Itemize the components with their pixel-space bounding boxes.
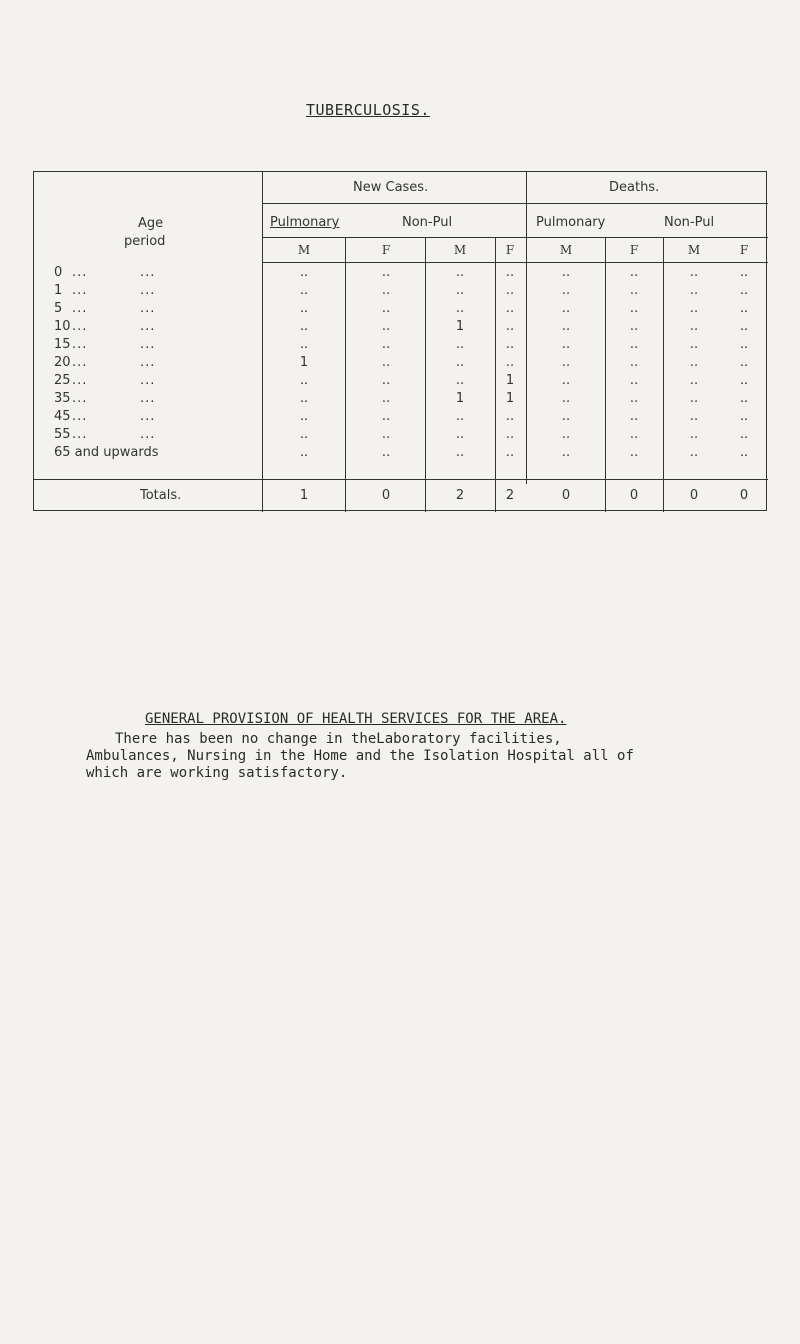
table-cell: ..	[739, 265, 749, 280]
table-cell: ..	[561, 391, 571, 406]
table-cell: ..	[505, 265, 515, 280]
age-value: 1	[54, 283, 63, 298]
table-cell: 1	[455, 319, 465, 334]
sex-label: M	[687, 243, 701, 257]
subheader-non-pul: Non-Pul	[402, 215, 453, 230]
table-cell: ..	[561, 445, 571, 460]
table-cell: ..	[689, 427, 699, 442]
age-value: 45	[54, 409, 71, 424]
table-cell: ..	[455, 445, 465, 460]
age-value: 5	[54, 301, 63, 316]
sex-label: M	[453, 243, 467, 257]
table-cell: ..	[739, 427, 749, 442]
table-cell: ..	[689, 445, 699, 460]
table-cell: 1	[299, 355, 309, 370]
row-divider	[262, 262, 768, 263]
table-cell: ..	[629, 319, 639, 334]
age-value: 35	[54, 391, 71, 406]
age-period-label	[54, 265, 156, 280]
table-cell: ..	[381, 355, 391, 370]
table-cell: ..	[561, 355, 571, 370]
leader-dots: ...	[72, 355, 88, 370]
leader-dots: ...	[140, 337, 156, 352]
table-cell: ..	[381, 319, 391, 334]
age-value: 0	[54, 265, 63, 280]
leader-dots: ...	[72, 409, 88, 424]
age-period-label	[54, 391, 156, 406]
leader-dots: ...	[72, 265, 88, 280]
age-period-label	[54, 355, 156, 370]
table-cell: ..	[629, 409, 639, 424]
leader-dots: ...	[140, 373, 156, 388]
table-cell: ..	[299, 337, 309, 352]
table-cell: ..	[505, 301, 515, 316]
table-cell: ..	[629, 391, 639, 406]
table-cell: ..	[505, 427, 515, 442]
total-value: 0	[739, 488, 749, 503]
table-cell: ..	[561, 337, 571, 352]
table-cell: ..	[505, 409, 515, 424]
table-cell: ..	[689, 319, 699, 334]
age-period-label	[54, 319, 156, 334]
sex-label: M	[559, 243, 573, 257]
total-value: 0	[629, 488, 639, 503]
sex-label: F	[505, 243, 515, 257]
table-cell: ..	[739, 373, 749, 388]
table-cell: ..	[299, 427, 309, 442]
table-cell: ..	[455, 373, 465, 388]
age-value: 15	[54, 337, 71, 352]
table-cell: ..	[739, 409, 749, 424]
table-cell: ..	[739, 283, 749, 298]
leader-dots: ...	[72, 391, 88, 406]
leader-dots: ...	[72, 427, 88, 442]
group-header-new-cases: New Cases.	[353, 180, 429, 195]
table-cell: ..	[299, 409, 309, 424]
table-cell: ..	[689, 301, 699, 316]
age-value: 65 and upwards	[54, 445, 159, 460]
sex-label: F	[381, 243, 391, 257]
row-divider	[262, 203, 768, 204]
subheader-pulmonary: Pulmonary	[270, 215, 340, 230]
total-value: 2	[505, 488, 515, 503]
table-cell: ..	[561, 409, 571, 424]
table-cell: ..	[381, 301, 391, 316]
table-cell: ..	[299, 265, 309, 280]
table-cell: ..	[629, 355, 639, 370]
table-cell: ..	[455, 301, 465, 316]
leader-dots: ...	[140, 427, 156, 442]
age-header: Age	[138, 216, 164, 231]
leader-dots: ...	[140, 409, 156, 424]
table-cell: ..	[455, 427, 465, 442]
table-cell: ..	[739, 337, 749, 352]
table-cell: ..	[381, 373, 391, 388]
table-cell: ..	[739, 301, 749, 316]
age-value: 10	[54, 319, 71, 334]
age-period-label	[54, 427, 156, 442]
paragraph-line: Ambulances, Nursing in the Home and the Isolation Hospital all of	[86, 748, 634, 764]
age-period-label	[54, 283, 156, 298]
table-cell: ..	[561, 319, 571, 334]
table-cell: ..	[299, 373, 309, 388]
table-cell: ..	[561, 373, 571, 388]
group-header-deaths: Deaths.	[609, 180, 660, 195]
age-period-label	[54, 445, 159, 460]
leader-dots: ...	[140, 265, 156, 280]
table-cell: ..	[455, 283, 465, 298]
col-divider	[262, 172, 263, 512]
page-title: TUBERCULOSIS.	[306, 101, 430, 119]
paragraph	[86, 731, 775, 782]
table-cell: ..	[561, 283, 571, 298]
total-value: 1	[299, 488, 309, 503]
total-value: 0	[381, 488, 391, 503]
sex-label: F	[629, 243, 639, 257]
table-cell: ..	[561, 265, 571, 280]
table-cell: 1	[505, 373, 515, 388]
table-cell: ..	[629, 283, 639, 298]
table-cell: ..	[689, 283, 699, 298]
sex-label: M	[297, 243, 311, 257]
table-cell: ..	[629, 373, 639, 388]
table-cell: ..	[629, 337, 639, 352]
table-cell: ..	[689, 391, 699, 406]
table-cell: ..	[505, 319, 515, 334]
age-period-label	[54, 373, 156, 388]
age-header: period	[124, 234, 166, 249]
table-cell: ..	[561, 427, 571, 442]
table-cell: ..	[561, 301, 571, 316]
age-period-label	[54, 409, 156, 424]
table-cell: ..	[299, 283, 309, 298]
table-cell: ..	[689, 373, 699, 388]
col-divider	[345, 237, 346, 512]
table-cell: ..	[689, 337, 699, 352]
leader-dots: ...	[140, 283, 156, 298]
leader-dots: ...	[140, 319, 156, 334]
table-cell: ..	[505, 445, 515, 460]
subheader-non-pul: Non-Pul	[664, 215, 715, 230]
total-value: 2	[455, 488, 465, 503]
col-divider	[425, 237, 426, 512]
table-cell: ..	[739, 445, 749, 460]
row-divider	[262, 237, 768, 238]
age-period-label	[54, 337, 156, 352]
leader-dots: ...	[72, 319, 88, 334]
table-cell: ..	[505, 283, 515, 298]
table-cell: ..	[381, 391, 391, 406]
table-cell: ..	[381, 427, 391, 442]
table-cell: ..	[739, 391, 749, 406]
table-cell: ..	[299, 391, 309, 406]
table-cell: ..	[505, 337, 515, 352]
table-cell: ..	[455, 337, 465, 352]
table-cell: ..	[455, 409, 465, 424]
sex-label: F	[739, 243, 749, 257]
age-value: 20	[54, 355, 71, 370]
leader-dots: ...	[140, 391, 156, 406]
table-cell: ..	[381, 337, 391, 352]
paragraph-line: which are working satisfactory.	[86, 765, 348, 781]
table-cell: ..	[381, 283, 391, 298]
age-value: 55	[54, 427, 71, 442]
leader-dots: ...	[140, 355, 156, 370]
total-value: 0	[689, 488, 699, 503]
table-cell: ..	[455, 355, 465, 370]
table-cell: ..	[629, 265, 639, 280]
total-value: 0	[561, 488, 571, 503]
table-cell: ..	[689, 409, 699, 424]
leader-dots: ...	[140, 301, 156, 316]
section-heading: GENERAL PROVISION OF HEALTH SERVICES FOR THE AREA.	[145, 711, 567, 727]
table-cell: ..	[299, 301, 309, 316]
table-cell: ..	[629, 301, 639, 316]
table-cell: ..	[629, 445, 639, 460]
table-cell: ..	[739, 319, 749, 334]
totals-label: Totals.	[140, 488, 182, 503]
table-cell: 1	[455, 391, 465, 406]
subheader-pulmonary: Pulmonary	[536, 215, 606, 230]
table-cell: 1	[505, 391, 515, 406]
table-cell: ..	[505, 355, 515, 370]
table-cell: ..	[299, 319, 309, 334]
table-cell: ..	[629, 427, 639, 442]
table-cell: ..	[381, 445, 391, 460]
table-cell: ..	[689, 265, 699, 280]
leader-dots: ...	[72, 373, 88, 388]
table-cell: ..	[455, 265, 465, 280]
age-value: 25	[54, 373, 71, 388]
table-cell: ..	[381, 265, 391, 280]
leader-dots: ...	[72, 337, 88, 352]
leader-dots: ...	[72, 301, 88, 316]
table-cell: ..	[739, 355, 749, 370]
table-cell: ..	[381, 409, 391, 424]
table-cell: ..	[689, 355, 699, 370]
paragraph-line: There has been no change in theLaboratory facilities,	[115, 731, 562, 747]
leader-dots: ...	[72, 283, 88, 298]
age-period-label	[54, 301, 156, 316]
table-cell: ..	[299, 445, 309, 460]
row-divider	[34, 479, 768, 480]
tuberculosis-table	[33, 171, 767, 511]
